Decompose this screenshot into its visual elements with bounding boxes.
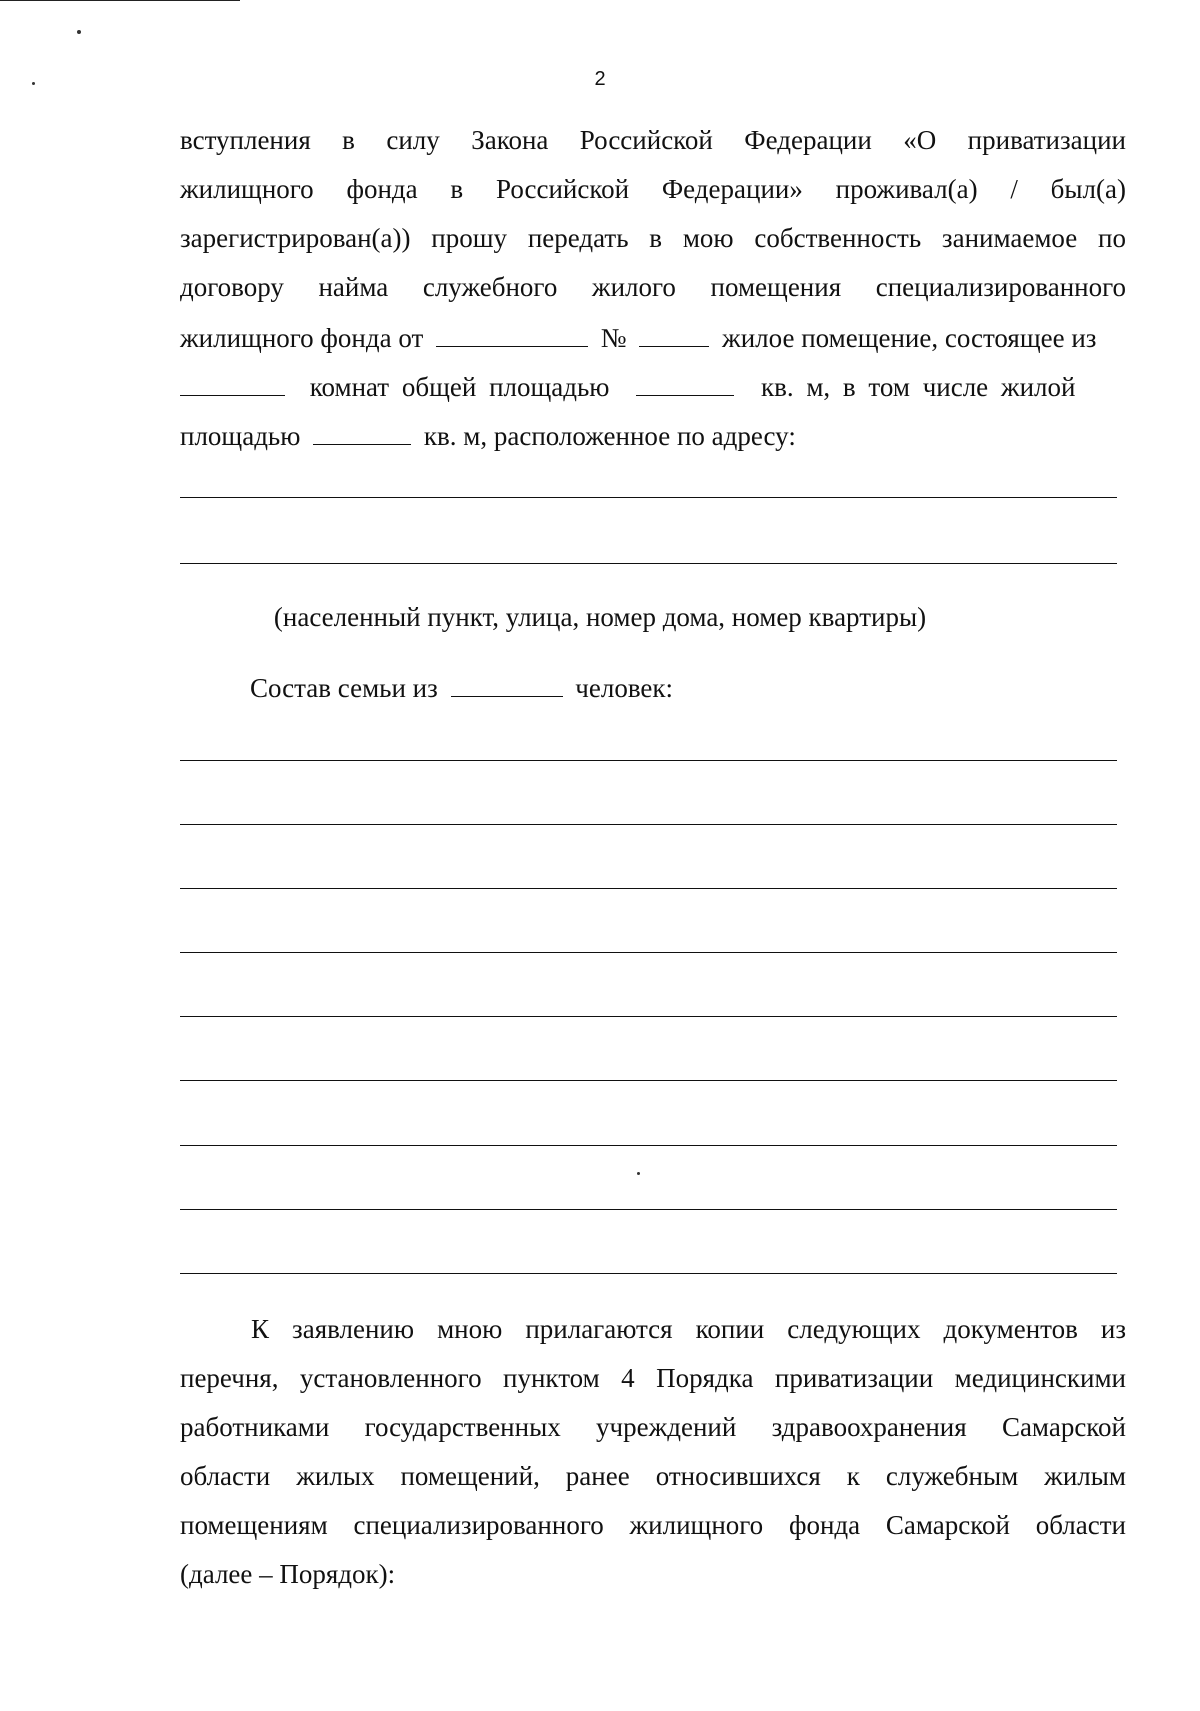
living-area-label: кв. м, в том числе жилой [760, 372, 1076, 402]
paragraph-line-area [180, 418, 1126, 452]
scan-edge-line [0, 0, 240, 1]
address-label: кв. м, расположенное по адресу: [423, 421, 796, 451]
address-caption: (населенный пункт, улица, номер дома, номер квартиры) [273, 602, 927, 632]
family-line [250, 670, 673, 704]
scan-speck [77, 30, 81, 34]
page-number: 2 [594, 68, 606, 90]
family-member-line[interactable] [180, 952, 1117, 953]
family-persons-label: человек: [575, 673, 674, 703]
total-area-field[interactable] [636, 369, 734, 396]
paragraph-line: жилищного фонда в Российской Федерации» проживал(а) / был(а) [180, 174, 1126, 204]
contract-number-field[interactable] [639, 320, 709, 347]
family-member-line[interactable] [180, 1209, 1117, 1210]
rooms-label: комнат общей площадью [309, 372, 610, 402]
paragraph-line-last: (далее – Порядок): [180, 1559, 396, 1589]
living-area-field[interactable] [313, 418, 411, 445]
number-sign: № [600, 323, 627, 353]
contract-date-field[interactable] [436, 320, 588, 347]
family-member-line[interactable] [180, 1273, 1117, 1274]
paragraph-line-rooms [180, 369, 1126, 403]
address-line-1[interactable] [180, 497, 1117, 498]
family-member-line[interactable] [180, 888, 1117, 889]
premises-label: жилое помещение, состоящее из [722, 323, 1097, 353]
paragraph-line: вступления в силу Закона Российской Федерации «О приватизации [180, 125, 1126, 155]
area-label: площадью [180, 421, 301, 451]
family-count-field[interactable] [451, 670, 563, 697]
scan-speck [637, 1172, 640, 1175]
family-member-line[interactable] [180, 1145, 1117, 1146]
paragraph-line-indent: К заявлению мною прилагаются копии следующих документов из [251, 1314, 1126, 1344]
paragraph-line: помещениям специализированного жилищного фонда Самарской области [180, 1510, 1126, 1540]
paragraph-line: договору найма служебного жилого помещения специализированного [180, 272, 1126, 302]
family-member-line[interactable] [180, 1016, 1117, 1017]
paragraph-line: области жилых помещений, ранее относившихся к служебным жилым [180, 1461, 1126, 1491]
family-label: Состав семьи из [250, 673, 438, 703]
paragraph-line: перечня, установленного пунктом 4 Порядка приватизации медицинскими [180, 1363, 1126, 1393]
address-line-2[interactable] [180, 563, 1117, 564]
family-member-line[interactable] [180, 824, 1117, 825]
rooms-count-field[interactable] [180, 369, 285, 396]
family-member-line[interactable] [180, 760, 1117, 761]
family-member-line[interactable] [180, 1080, 1117, 1081]
paragraph-line-contract [180, 320, 1126, 354]
paragraph-line: зарегистрирован(а)) прошу передать в мою собственность занимаемое по [180, 223, 1126, 253]
contract-label: жилищного фонда от [180, 323, 424, 353]
paragraph-line: работниками государственных учреждений здравоохранения Самарской [180, 1412, 1126, 1442]
